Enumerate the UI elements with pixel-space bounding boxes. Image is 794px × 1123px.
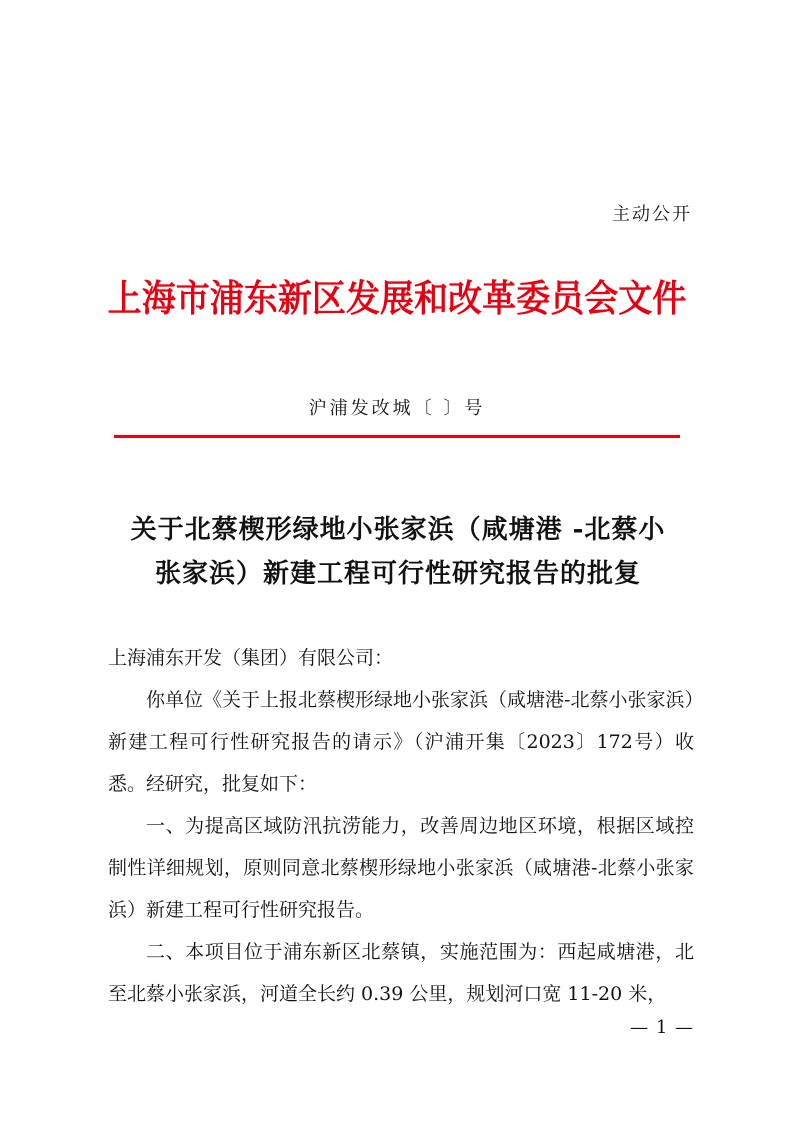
page-number: — 1 — [630,1017,694,1038]
paragraph-1: 你单位《关于上报北蔡楔形绿地小张家浜（咸塘港-北蔡小张家浜）新建工程可行性研究报告的请示》（沪浦开集〔2023〕172号）收悉。经研究，批复如下： [108,689,694,795]
disclosure-label: 主动公开 [612,204,692,225]
title-line-1: 关于北蔡楔形绿地小张家浜（咸塘港 -北蔡小 [130,515,666,545]
issuer-heading: 上海市浦东新区发展和改革委员会文件 [107,276,687,320]
paragraph-3: 二、本项目位于浦东新区北蔡镇，实施范围为：西起咸塘港，北至北蔡小张家浜，河道全长约 0.39 公里，规划河口宽 11-20 米， [108,941,694,1005]
title-line-2: 张家浜）新建工程可行性研究报告的批复 [154,559,641,589]
document-body [108,637,694,1015]
addressee: 上海浦东开发（集团）有限公司： [108,647,394,669]
red-separator-line [114,435,680,438]
document-number: 沪浦发改城〔 〕号 [308,398,486,419]
paragraph-2: 一、为提高区域防汛抗涝能力，改善周边地区环境，根据区域控制性详细规划，原则同意北蔡楔形绿地小张家浜（咸塘港-北蔡小张家浜）新建工程可行性研究报告。 [108,815,694,921]
document-title [108,508,688,596]
